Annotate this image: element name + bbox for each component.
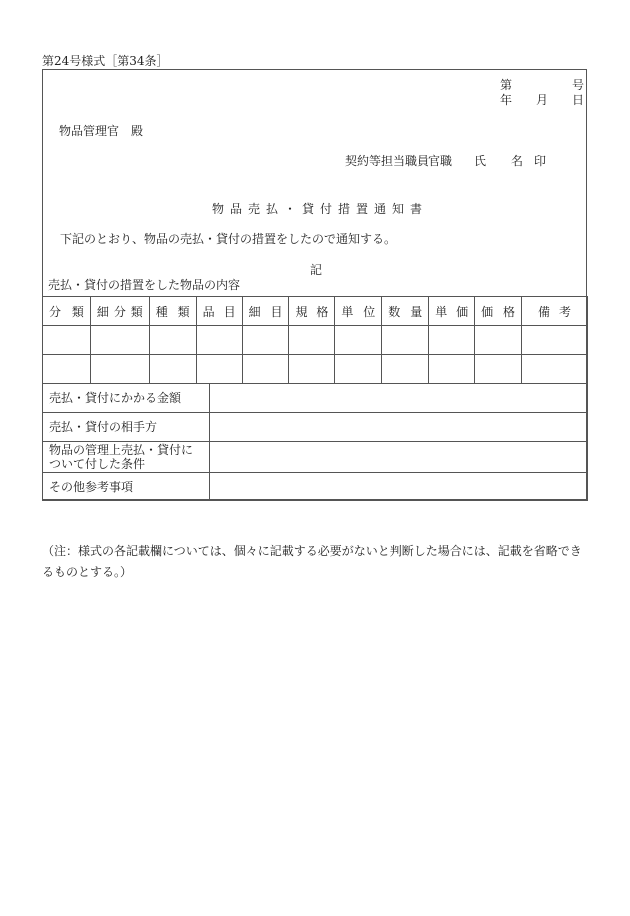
date-month: 月 (536, 93, 549, 107)
info-table (42, 383, 588, 501)
cell[interactable] (242, 355, 289, 384)
sender-name-2: 名 (511, 154, 524, 168)
info-field[interactable] (210, 413, 588, 442)
number-label-dai: 第 (500, 78, 513, 92)
cell[interactable] (43, 355, 91, 384)
body-text: 下記のとおり、物品の売払・貸付の措置をしたので通知する。 (60, 232, 397, 246)
header-cell: 品目 (196, 297, 242, 326)
cell[interactable] (522, 326, 588, 355)
header-cell: 価格 (475, 297, 522, 326)
sender-name-1: 氏 (474, 154, 487, 168)
info-row (43, 413, 588, 442)
cell[interactable] (149, 355, 196, 384)
cell[interactable] (90, 326, 149, 355)
date-day: 日 (572, 93, 585, 107)
info-label: 物品の管理上売払・貸付について付した条件 (43, 442, 210, 473)
cell[interactable] (335, 326, 382, 355)
sender-rank: 官職 (428, 154, 453, 168)
form-id: 第24号様式［第34条］ (42, 54, 169, 68)
cell[interactable] (289, 355, 335, 384)
header-cell: 細分類 (90, 297, 149, 326)
info-row (43, 442, 588, 473)
header-cell: 分類 (43, 297, 91, 326)
info-label: 売払・貸付にかかる金額 (43, 384, 210, 413)
info-label: その他参考事項 (43, 473, 210, 501)
addressee: 物品管理官 殿 (59, 124, 144, 138)
seal-label: 印 (534, 154, 547, 168)
cell[interactable] (429, 355, 475, 384)
ki-label: 記 (310, 263, 323, 277)
number-label-go: 号 (572, 78, 585, 92)
sender-title: 契約等担当職員 (345, 154, 430, 168)
cell[interactable] (382, 355, 429, 384)
header-cell: 種類 (149, 297, 196, 326)
cell[interactable] (522, 355, 588, 384)
cell[interactable] (382, 326, 429, 355)
info-field[interactable] (210, 384, 588, 413)
info-row (43, 384, 588, 413)
header-cell: 単位 (335, 297, 382, 326)
header-row (43, 297, 588, 326)
info-row (43, 473, 588, 501)
cell[interactable] (289, 326, 335, 355)
cell[interactable] (196, 326, 242, 355)
info-label: 売払・貸付の相手方 (43, 413, 210, 442)
cell[interactable] (242, 326, 289, 355)
info-field[interactable] (210, 442, 588, 473)
cell[interactable] (149, 326, 196, 355)
header-cell: 備考 (522, 297, 588, 326)
cell[interactable] (429, 326, 475, 355)
cell[interactable] (475, 326, 522, 355)
info-field[interactable] (210, 473, 588, 501)
items-table (42, 296, 588, 384)
section-label: 売払・貸付の措置をした物品の内容 (48, 278, 241, 292)
header-cell: 規格 (289, 297, 335, 326)
table-row (43, 326, 588, 355)
header-cell: 単価 (429, 297, 475, 326)
document-title: 物品売払・貸付措置通知書 (212, 202, 429, 216)
date-year: 年 (500, 93, 513, 107)
header-cell: 細目 (242, 297, 289, 326)
cell[interactable] (90, 355, 149, 384)
cell[interactable] (335, 355, 382, 384)
note: （注：様式の各記載欄については、個々に記載する必要がないと判断した場合には、記載を省略できるものとする。） (42, 544, 582, 579)
cell[interactable] (196, 355, 242, 384)
table-row (43, 355, 588, 384)
cell[interactable] (475, 355, 522, 384)
header-cell: 数量 (382, 297, 429, 326)
cell[interactable] (43, 326, 91, 355)
